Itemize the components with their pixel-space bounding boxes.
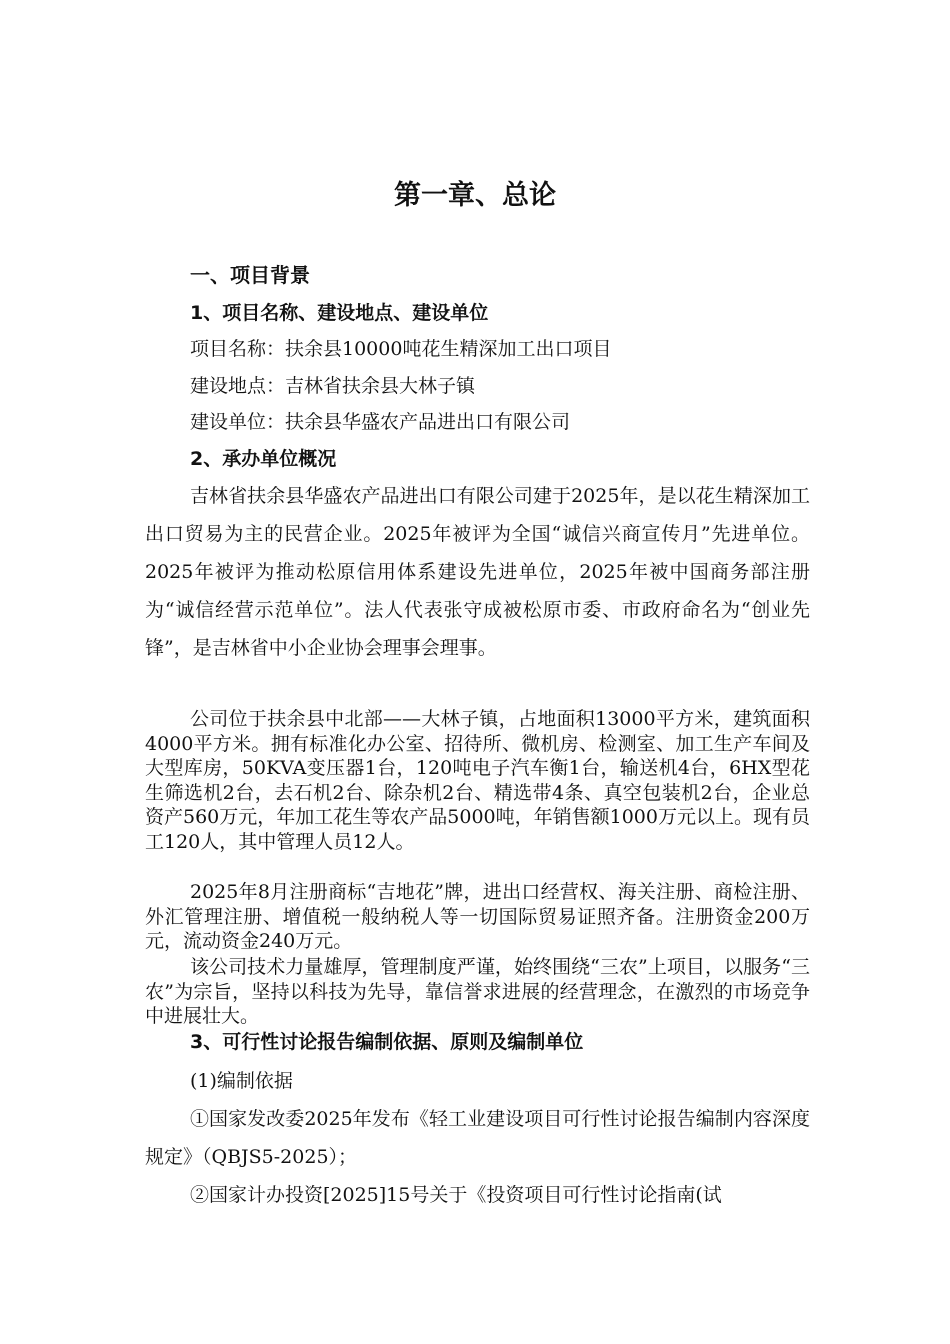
project-name-line: 项目名称：扶余县10000吨花生精深加工出口项目 (190, 338, 612, 360)
subsection-heading-project-info: 1、项目名称、建设地点、建设单位 (190, 302, 489, 324)
basis-item-1: ①国家发改委2025年发布《轻工业建设项目可行性讨论报告编制内容深度规定》（QBJS5-2025）； (145, 1108, 810, 1168)
company-overview-paragraph: 吉林省扶余县华盛农产品进出口有限公司建于2025年，是以花生精深加工出口贸易为主的民营企业。2025年被评为全国“诚信兴商宣传月”先进单位。2025年被评为推动松原信用体系建设先进单位，2025年被中国商务部注册为“诚信经营示范单位”。法人代表张守成被松原市委、市政府命名为“创业先锋”，是吉林省中小企业协会理事会理事。 (145, 485, 810, 659)
subsection-heading-company-overview: 2、承办单位概况 (190, 448, 337, 470)
construction-unit-line: 建设单位：扶余县华盛农产品进出口有限公司 (190, 411, 571, 433)
company-philosophy-paragraph: 该公司技术力量雄厚，管理制度严谨，始终围绕“三农”上项目，以服务“三农”为宗旨，坚持以科技为先导，靠信誉求进展的经营理念，在激烈的市场竞争中进展壮大。 (145, 956, 810, 1027)
compilation-basis-heading: (1)编制依据 (190, 1070, 293, 1092)
subsection-heading-feasibility-basis: 3、可行性讨论报告编制依据、原则及编制单位 (190, 1031, 584, 1053)
company-facilities-paragraph: 公司位于扶余县中北部——大林子镇，占地面积13000平方米，建筑面积4000平方米。拥有标准化办公室、招待所、微机房、检测室、加工生产车间及大型库房，50KVA变压器1台，120吨电子汽车衡1台，输送机4台，6HX型花生筛选机2台，去石机2台、除杂机2台、精选带4条、真空包装机2台，企业总资产560万元，年加工花生等农产品5000吨，年销售额1000万元以上。现有员工120人，其中管理人员12人。 (145, 708, 810, 853)
company-registration-paragraph: 2025年8月注册商标“吉地花”牌，进出口经营权、海关注册、商检注册、外汇管理注册、增值税一般纳税人等一切国际贸易证照齐备。注册资金200万元，流动资金240万元。 (145, 881, 810, 952)
chapter-title: 第一章、总论 (394, 180, 556, 211)
section-heading-project-background: 一、项目背景 (190, 263, 310, 287)
basis-item-2: ②国家计办投资[2025]15号关于《投资项目可行性讨论指南(试 (190, 1184, 722, 1206)
construction-location-line: 建设地点：吉林省扶余县大林子镇 (190, 375, 476, 397)
